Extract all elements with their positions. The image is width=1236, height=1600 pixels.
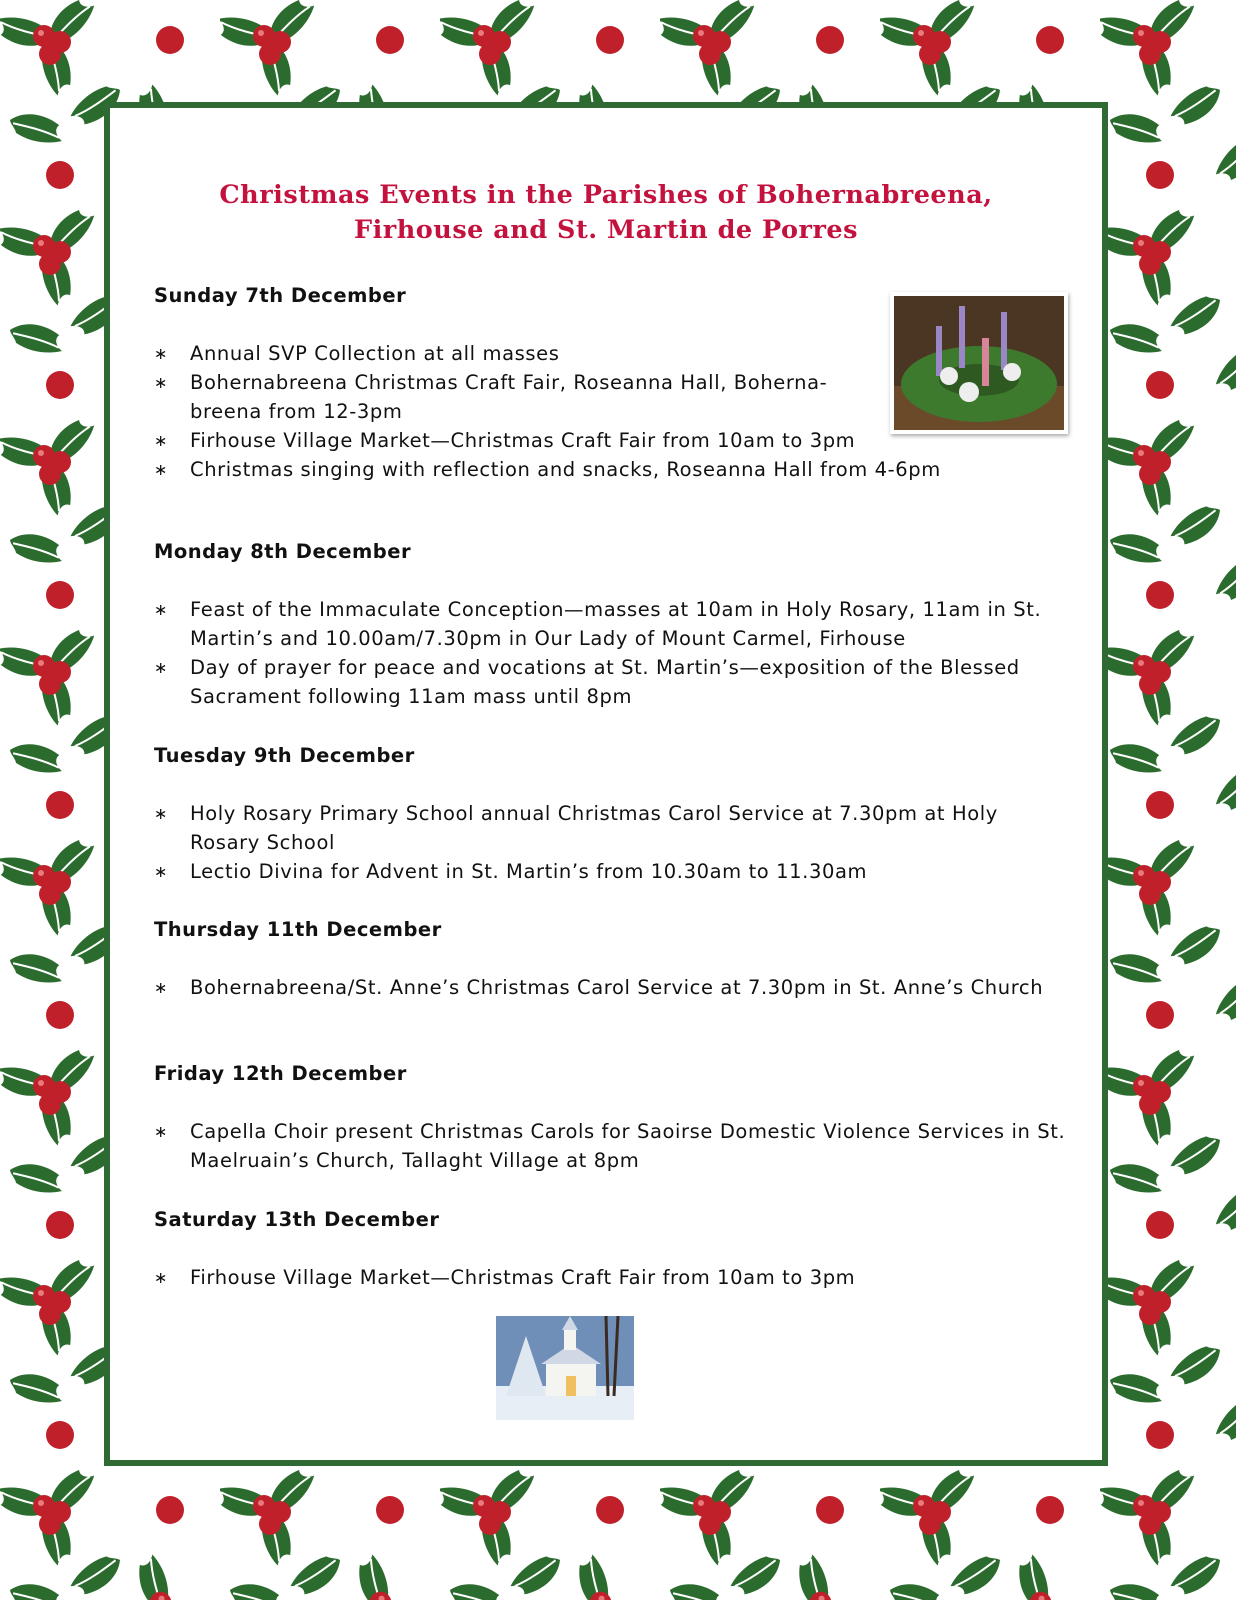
bullet-icon: ∗ [154,862,169,881]
section-saturday [154,1208,1074,1292]
bullet-icon: ∗ [154,373,169,392]
section-friday [154,1062,1074,1175]
list-item [154,1117,1074,1175]
section-thursday [154,918,1074,1002]
bullet-icon: ∗ [154,344,169,363]
list-item [154,426,870,455]
list-item [154,595,1074,653]
list-item [154,455,1074,484]
page-title [110,178,1102,248]
section-heading: Tuesday 9th December [154,744,415,767]
item-text: Feast of the Immaculate Conception—masses at 10am in Holy Rosary, 11am in St. Martin’s and 10.00am/7.30pm in Our Lady of Mount Carmel, Firhouse [190,598,1042,650]
document-frame [104,102,1108,1466]
bullet-icon: ∗ [154,431,169,450]
bullet-icon: ∗ [154,978,169,997]
item-text: Firhouse Village Market—Christmas Craft Fair from 10am to 3pm [190,429,856,452]
item-text: Bohernabreena/St. Anne’s Christmas Carol Service at 7.30pm in St. Anne’s Church [190,976,1044,999]
title-line-1: Christmas Events in the Parishes of Bohernabreena, [219,180,993,210]
snowy-church-image [496,1316,634,1420]
section-heading: Monday 8th December [154,540,412,563]
item-text: Annual SVP Collection at all masses [190,342,560,365]
list-item [154,857,1074,886]
section-heading: Saturday 13th December [154,1208,440,1231]
section-heading: Sunday 7th December [154,284,407,307]
bullet-icon: ∗ [154,1122,169,1141]
list-item [154,973,1074,1002]
bullet-icon: ∗ [154,600,169,619]
bullet-icon: ∗ [154,1268,169,1287]
item-text: Firhouse Village Market—Christmas Craft Fair from 10am to 3pm [190,1266,856,1289]
item-text: Christmas singing with reflection and snacks, Roseanna Hall from 4-6pm [190,458,941,481]
list-item [154,799,1074,857]
section-monday [154,540,1074,711]
section-sunday [154,284,1074,484]
section-heading: Thursday 11th December [154,918,442,941]
list-item [154,1263,1074,1292]
list-item [154,653,1074,711]
list-item [154,368,870,426]
title-line-2: Firhouse and St. Martin de Porres [354,215,858,245]
list-item [154,339,1074,368]
item-text: Holy Rosary Primary School annual Christmas Carol Service at 7.30pm at Holy Rosary School [190,802,998,854]
item-text: Day of prayer for peace and vocations at St. Martin’s—exposition of the Blessed Sacrament following 11am mass until 8pm [190,656,1020,708]
item-text: Bohernabreena Christmas Craft Fair, Roseanna Hall, Boherna-breena from 12-3pm [190,371,828,423]
bullet-icon: ∗ [154,658,169,677]
section-tuesday [154,744,1074,886]
bullet-icon: ∗ [154,460,169,479]
item-text: Lectio Divina for Advent in St. Martin’s from 10.30am to 11.30am [190,860,868,883]
section-heading: Friday 12th December [154,1062,407,1085]
bullet-icon: ∗ [154,804,169,823]
item-text: Capella Choir present Christmas Carols for Saoirse Domestic Violence Services in St. Maelruain’s Church, Tallaght Village at 8pm [190,1120,1066,1172]
